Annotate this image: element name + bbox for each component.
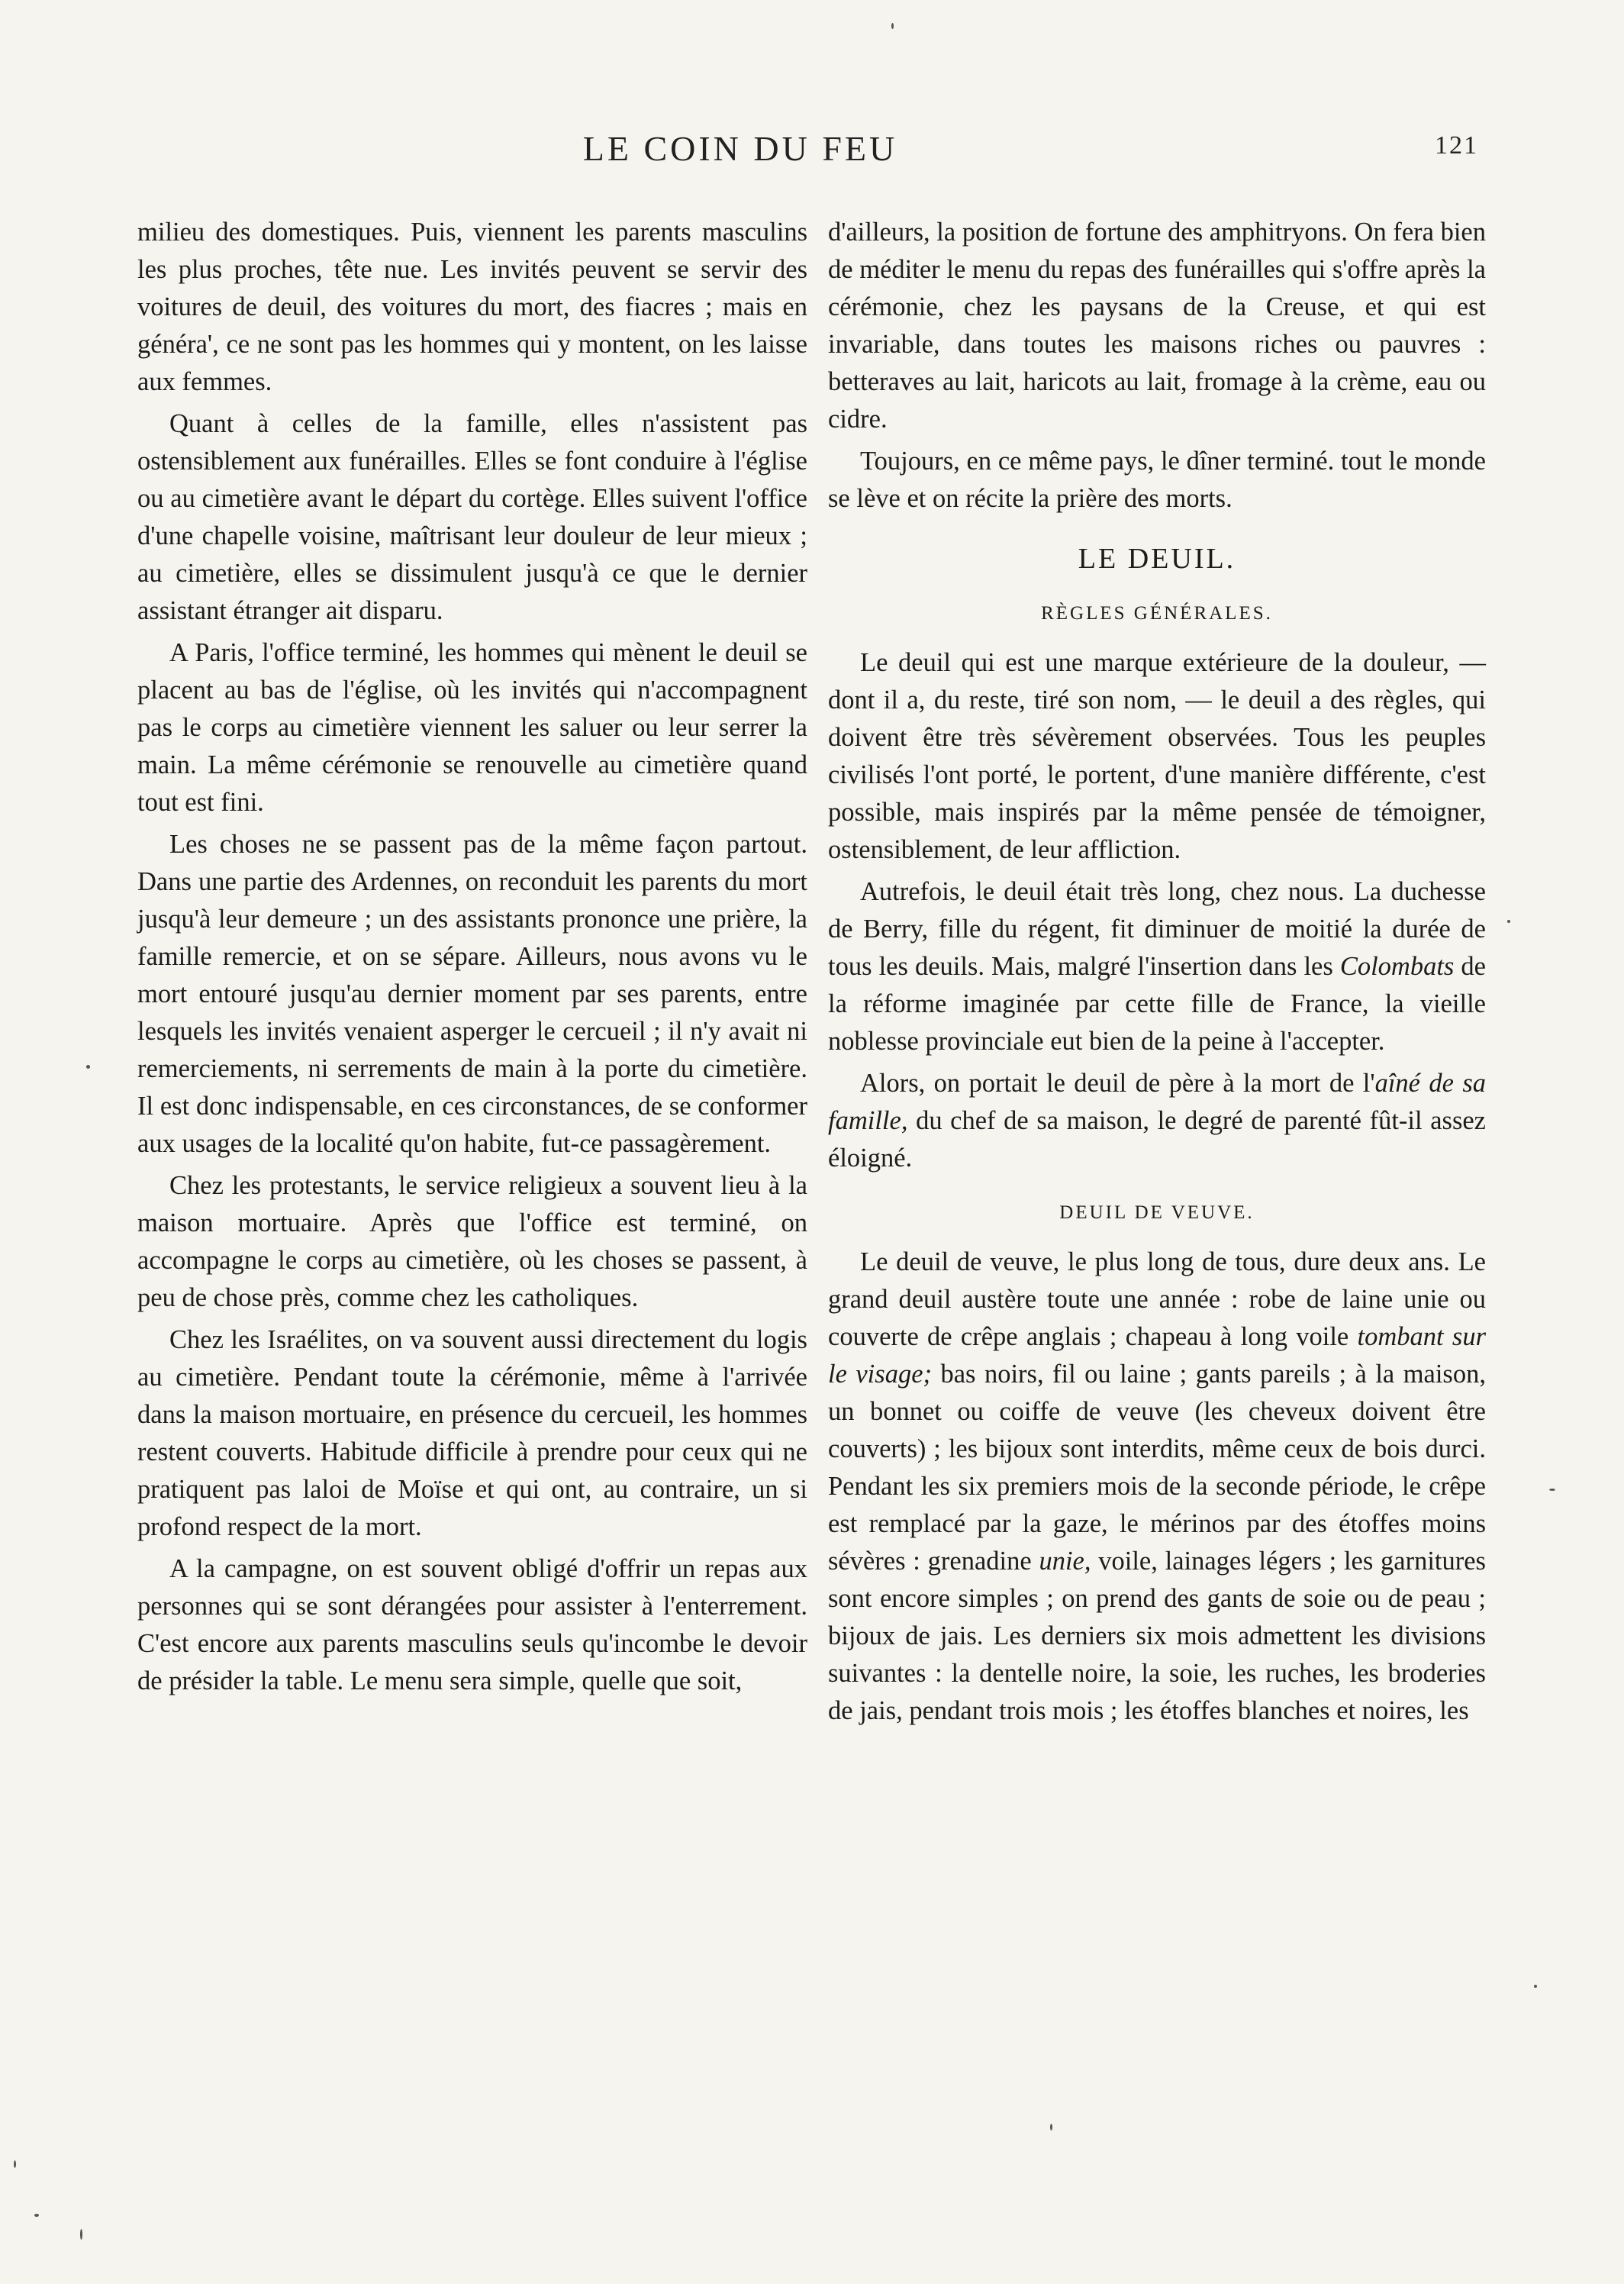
text-run: Autrefois, le deuil était très long, chez nous. La duchesse de Berry, fille du régent, fit diminuer de moitié la durée de tous les deuils. Mais, malgré l'insertion dans les <box>828 877 1486 981</box>
italic-text: Colombats <box>1339 952 1455 981</box>
text-run: du chef de sa maison, le degré de parenté fût-il assez éloigné. <box>828 1106 1486 1173</box>
text-run: Alors, on portait le deuil de père à la mort de l' <box>860 1069 1375 1098</box>
paragraph <box>828 1065 1486 1177</box>
text-run: voile, lainages légers ; les garnitures sont encore simples ; on prend des gants de soie ou de peau ; bijoux de jais. Les derniers six mois admettent les divisions suivantes : la dentelle noire, la soie, les ruches, les broderies de jais, pendant trois mois ; les étoffes blanches et noires, les <box>828 1547 1486 1725</box>
paragraph: milieu des domestiques. Puis, viennent les parents masculins les plus proches, tête nue. Les invités peuvent se servir des voitures de deuil, des voitures du mort, des fiacres ; mais en généra', ce ne sont pas les hommes qui y montent, on les laisse aux femmes. <box>137 218 807 396</box>
italic-text: unie, <box>1039 1547 1091 1576</box>
subsection-heading: RÈGLES GÉNÉRALES. <box>1041 603 1273 624</box>
speck <box>1534 1985 1537 1988</box>
paragraph: Le deuil qui est une marque extérieure de la douleur, — dont il a, du reste, tiré son nom, — le deuil a des règles, qui doivent être très sévèrement observées. Tous les peuples civilisés l'ont porté, le portent, d'une manière différente, c'est possible, mais inspirés par la même pensée de témoigner, ostensiblement, de leur affliction. <box>828 648 1486 864</box>
speck <box>14 2160 16 2168</box>
text-run: de la réforme imaginée par cette fille de France, la vieille noblesse provinciale eut bien de la peine à l'accepter. <box>828 952 1486 1056</box>
running-title: LE COIN DU FEU <box>582 129 898 168</box>
text-run: bas noirs, fil ou laine ; gants pareils ; à la maison, un bonnet ou coiffe de veuve (les cheveux doivent être couverts) ; les bijoux sont interdits, même ceux de bois durci. Pendant les six premiers mois de la seconde période, le crêpe est remplacé par la gaze, le mérinos par des étoffes moins sévères : grenadine <box>828 1360 1486 1576</box>
subsection-heading: DEUIL DE VEUVE. <box>1059 1202 1255 1223</box>
speck <box>34 2214 39 2217</box>
speck <box>80 2229 82 2240</box>
paragraph: Les choses ne se passent pas de la même façon partout. Dans une partie des Ardennes, on reconduit les parents du mort jusqu'à leur demeure ; un des assistants prononce une prière, la famille remercie, et on se sépare. Ailleurs, nous avons vu le mort entouré jusqu'au dernier moment par ses parents, entre lesquels les invités venaient asperger le cercueil ; il n'y avait ni remerciements, ni serrements de main à la porte du cimetière. Il est donc indispensable, en ces circonstances, de se conformer aux usages de la localité qu'on habite, fut-ce passagèrement. <box>137 830 807 1158</box>
paragraph: Chez les Israélites, on va souvent aussi directement du logis au cimetière. Pendant toute la cérémonie, même à l'arrivée dans la maison mortuaire, en présence du cercueil, les hommes restent couverts. Habitude difficile à prendre pour ceux qui ne pratiquent pas laloi de Moïse et qui ont, au contraire, un si profond respect de la mort. <box>137 1325 807 1541</box>
speck <box>891 23 894 29</box>
right-column <box>828 214 1486 1734</box>
speck <box>1507 920 1510 923</box>
paragraph: A la campagne, on est souvent obligé d'offrir un repas aux personnes qui se sont dérangées pour assister à l'enterrement. C'est encore aux parents masculins seuls qu'incombe le devoir de présider la table. Le menu sera simple, quelle que soit, <box>137 1554 807 1695</box>
left-column <box>137 214 807 1705</box>
section-heading: LE DEUIL. <box>1078 543 1236 575</box>
paragraph: Chez les protestants, le service religieux a souvent lieu à la maison mortuaire. Après que l'office est terminé, on accompagne le corps au cimetière, où les choses se passent, à peu de chose près, comme chez les catholiques. <box>137 1171 807 1312</box>
page-number: 121 <box>1435 131 1478 160</box>
text-run: Le deuil de veuve, le plus long de tous, dure deux ans. Le grand deuil austère toute une année : robe de laine unie ou couverte de crêpe anglais ; chapeau à long voile <box>828 1247 1486 1351</box>
paragraph: Quant à celles de la famille, elles n'assistent pas ostensiblement aux funérailles. Elles se font conduire à l'église ou au cimetière avant le départ du cortège. Elles suivent l'office d'une chapelle voisine, maîtrisant leur douleur de leur mieux ; au cimetière, elles se dissimulent jusqu'à ce que le dernier assistant étranger ait disparu. <box>137 409 807 625</box>
italic-text: tombant sur le visage; <box>828 1322 1486 1389</box>
speck <box>1050 2124 1052 2131</box>
paragraph <box>828 873 1486 1060</box>
paragraph <box>828 1244 1486 1730</box>
speck <box>86 1065 90 1069</box>
paragraph: A Paris, l'office terminé, les hommes qui mènent le deuil se placent au bas de l'église, où les invités qui n'accompagnent pas le corps au cimetière viennent les saluer ou leur serrer la main. La même cérémonie se renouvelle au cimetière quand tout est fini. <box>137 638 807 817</box>
speck <box>1549 1489 1555 1491</box>
italic-text: aîné de sa famille, <box>828 1069 1486 1135</box>
paragraph: d'ailleurs, la position de fortune des amphitryons. On fera bien de méditer le menu du repas des funérailles qui s'offre après la cérémonie, chez les paysans de la Creuse, et qui est invariable, dans toutes les maisons riches ou pauvres : betteraves au lait, haricots au lait, fromage à la crème, eau ou cidre. <box>828 218 1486 434</box>
paragraph: Toujours, en ce même pays, le dîner terminé. tout le monde se lève et on récite la prière des morts. <box>828 447 1486 513</box>
